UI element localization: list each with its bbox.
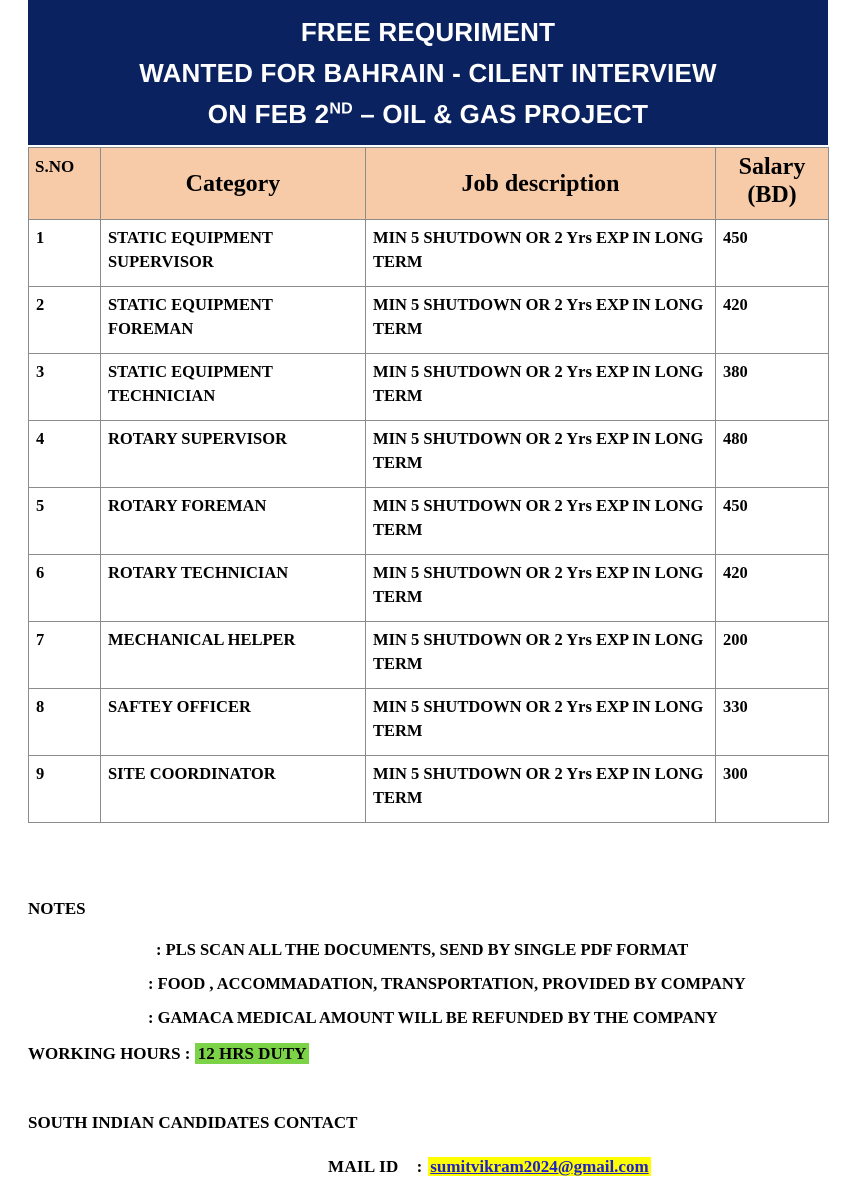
row-cell-category: ROTARY SUPERVISOR [101,421,366,488]
row-cell-sno: 3 [29,354,101,421]
row-cell-sno: 6 [29,555,101,622]
row-cell-category: SAFTEY OFFICER [101,689,366,756]
row-cell-sno: 8 [29,689,101,756]
salary-header-line-1: Salary [738,154,806,180]
row-cell-category: STATIC EQUIPMENT FOREMAN [101,287,366,354]
table-body [29,220,829,823]
row-cell-salary: 380 [716,354,829,421]
row-cell-salary: 300 [716,756,829,823]
table-header-row [29,148,829,220]
table-row [29,689,829,756]
job-vacancies-table [28,147,829,823]
table-row [29,354,829,421]
row-cell-salary: 330 [716,689,829,756]
row-cell-category: ROTARY TECHNICIAN [101,555,366,622]
row-cell-description: MIN 5 SHUTDOWN OR 2 Yrs EXP IN LONG TERM [366,287,716,354]
banner-line3-prefix: ON FEB 2 [207,99,330,129]
row-cell-category: SITE COORDINATOR [101,756,366,823]
row-cell-description: MIN 5 SHUTDOWN OR 2 Yrs EXP IN LONG TERM [366,421,716,488]
table-header [29,148,829,220]
row-cell-description: MIN 5 SHUTDOWN OR 2 Yrs EXP IN LONG TERM [366,689,716,756]
row-cell-sno: 9 [29,756,101,823]
column-header-category: Category [101,148,366,220]
note-item-1: : PLS SCAN ALL THE DOCUMENTS, SEND BY SINGLE PDF FORMAT [156,940,689,959]
row-cell-category: ROTARY FOREMAN [101,488,366,555]
working-hours-row [28,1039,848,1069]
row-cell-category: STATIC EQUIPMENT TECHNICIAN [101,354,366,421]
row-cell-sno: 7 [29,622,101,689]
column-header-description: Job description [366,148,716,220]
row-cell-description: MIN 5 SHUTDOWN OR 2 Yrs EXP IN LONG TERM [366,622,716,689]
job-advert-banner [28,0,828,145]
banner-title-line-3 [208,94,648,135]
row-cell-salary: 480 [716,421,829,488]
table-row [29,488,829,555]
row-cell-salary: 450 [716,220,829,287]
row-cell-category: STATIC EQUIPMENT SUPERVISOR [101,220,366,287]
table-row [29,555,829,622]
column-header-salary [716,148,829,220]
row-cell-sno: 4 [29,421,101,488]
table-row [29,287,829,354]
row-cell-salary: 450 [716,488,829,555]
notes-heading: NOTES [28,899,86,918]
working-hours-label: WORKING HOURS : [28,1044,195,1063]
table-row [29,421,829,488]
column-header-sno: S.NO [29,148,101,220]
banner-line3-suffix: – OIL & GAS PROJECT [352,99,649,129]
row-cell-description: MIN 5 SHUTDOWN OR 2 Yrs EXP IN LONG TERM [366,220,716,287]
mail-id-label: MAIL ID [328,1157,399,1176]
working-hours-value: 12 HRS DUTY [195,1043,310,1064]
row-cell-sno: 1 [29,220,101,287]
row-cell-description: MIN 5 SHUTDOWN OR 2 Yrs EXP IN LONG TERM [366,555,716,622]
banner-title-line-1: FREE REQURIMENT [300,17,556,47]
row-cell-description: MIN 5 SHUTDOWN OR 2 Yrs EXP IN LONG TERM [366,756,716,823]
note-item-2: : FOOD , ACCOMMADATION, TRANSPORTATION, PROVIDED BY COMPANY [148,974,746,993]
table-row [29,220,829,287]
table-row [29,622,829,689]
row-cell-description: MIN 5 SHUTDOWN OR 2 Yrs EXP IN LONG TERM [366,354,716,421]
salary-header-line-2: (BD) [747,182,797,208]
row-cell-description: MIN 5 SHUTDOWN OR 2 Yrs EXP IN LONG TERM [366,488,716,555]
row-cell-sno: 5 [29,488,101,555]
contact-section [28,1108,848,1182]
note-item-3: : GAMACA MEDICAL AMOUNT WILL BE REFUNDED BY THE COMPANY [148,1008,718,1027]
table-row [29,756,829,823]
row-cell-sno: 2 [29,287,101,354]
email-link[interactable]: sumitvikram2024@gmail.com [430,1157,649,1176]
row-cell-salary: 420 [716,555,829,622]
row-cell-salary: 200 [716,622,829,689]
banner-line3-superscript: ND [329,100,353,118]
contact-heading: SOUTH INDIAN CANDIDATES CONTACT [28,1113,358,1132]
row-cell-salary: 420 [716,287,829,354]
banner-title-line-2: WANTED FOR BAHRAIN - CILENT INTERVIEW [139,58,717,88]
row-cell-category: MECHANICAL HELPER [101,622,366,689]
notes-section [28,896,848,1069]
mail-id-separator: : [416,1157,423,1176]
